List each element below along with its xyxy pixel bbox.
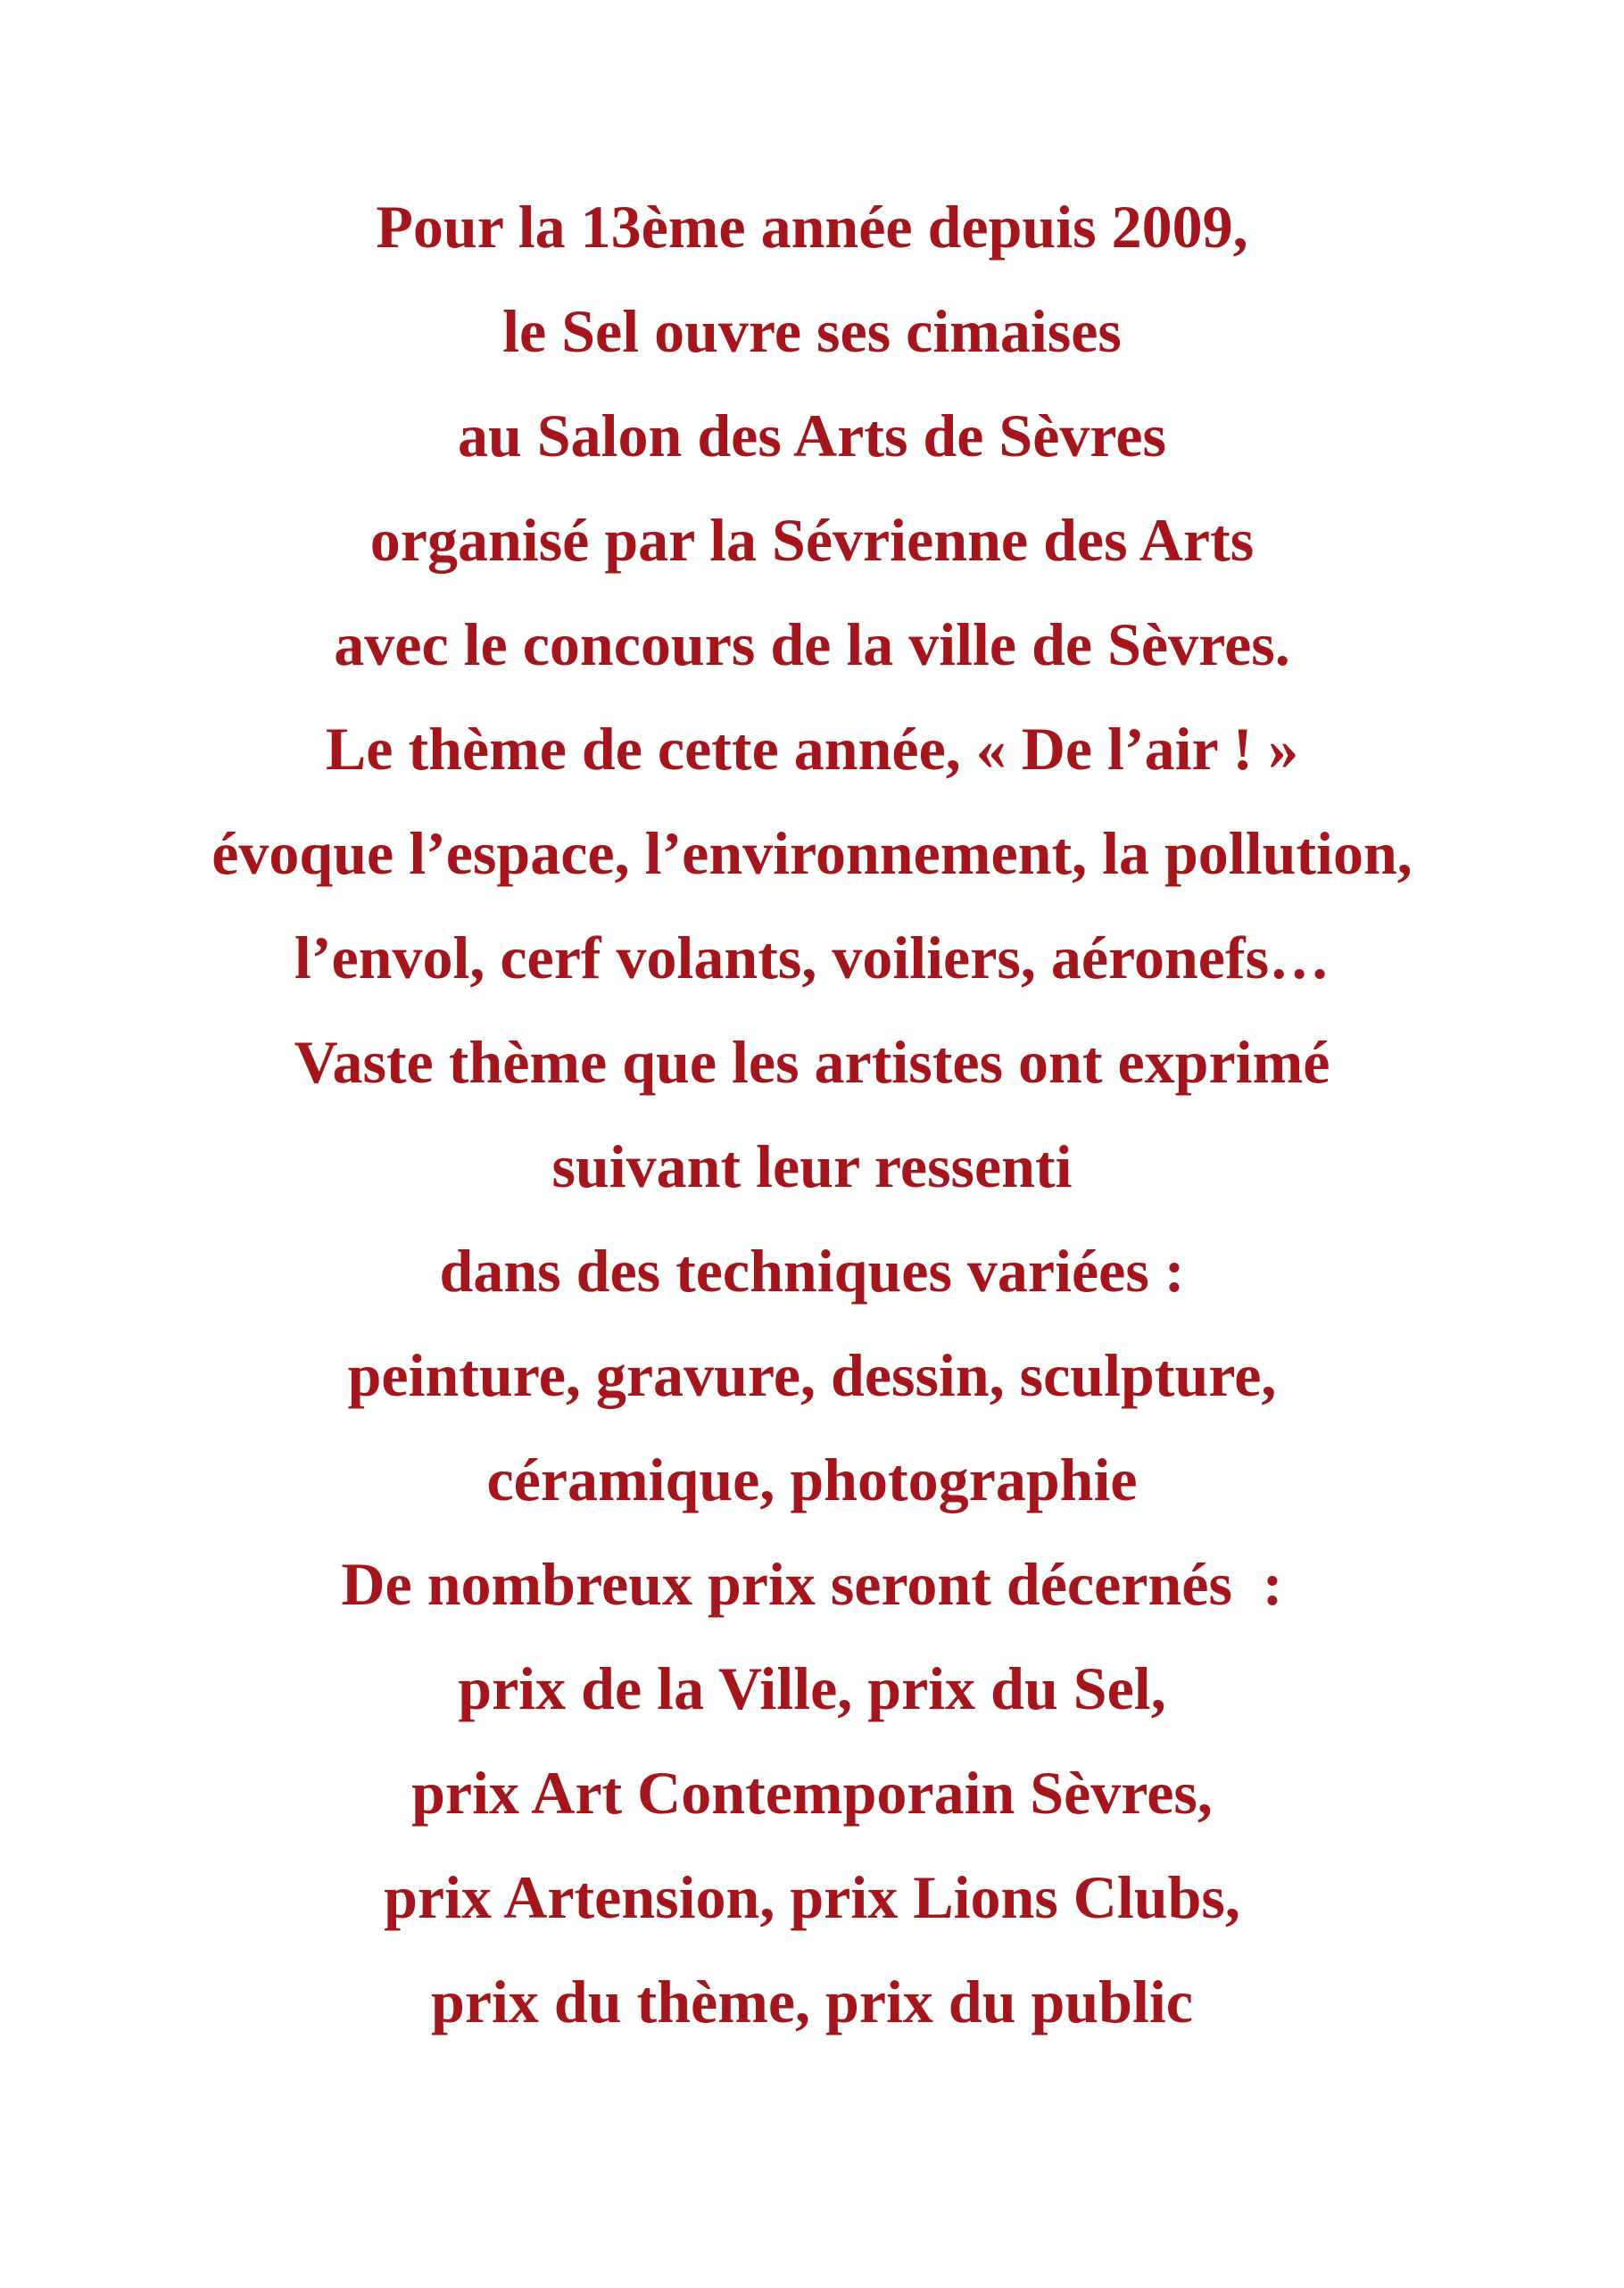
- text-line: le Sel ouvre ses cimaises: [502, 297, 1122, 365]
- text-line: prix Artension, prix Lions Clubs,: [384, 1863, 1240, 1931]
- text-line: avec le concours de la ville de Sèvres.: [334, 610, 1290, 678]
- text-line: au Salon des Arts de Sèvres: [457, 402, 1167, 469]
- text-line: dans des techniques variées :: [439, 1237, 1185, 1305]
- text-line: Vaste thème que les artistes ont exprimé: [294, 1028, 1330, 1096]
- text-line: céramique, photographie: [486, 1446, 1138, 1513]
- text-line: évoque l’espace, l’environnement, la pollution,: [211, 819, 1413, 887]
- text-line: Le thème de cette année, « De l’air ! »: [325, 715, 1299, 783]
- announcement-text: [0, 175, 1624, 2054]
- text-line: l’envol, cerf volants, voiliers, aéronefs…: [294, 924, 1330, 991]
- text-line: prix du thème, prix du public: [431, 1968, 1193, 2035]
- text-line: De nombreux prix seront décernés :: [341, 1550, 1283, 1618]
- text-line: peinture, gravure, dessin, sculpture,: [347, 1341, 1277, 1409]
- text-line: Pour la 13ème année depuis 2009,: [376, 193, 1248, 261]
- text-line: prix Art Contemporain Sèvres,: [411, 1759, 1213, 1827]
- text-line: organisé par la Sévrienne des Arts: [369, 506, 1255, 574]
- text-line: suivant leur ressenti: [551, 1132, 1073, 1200]
- text-line: prix de la Ville, prix du Sel,: [458, 1654, 1166, 1722]
